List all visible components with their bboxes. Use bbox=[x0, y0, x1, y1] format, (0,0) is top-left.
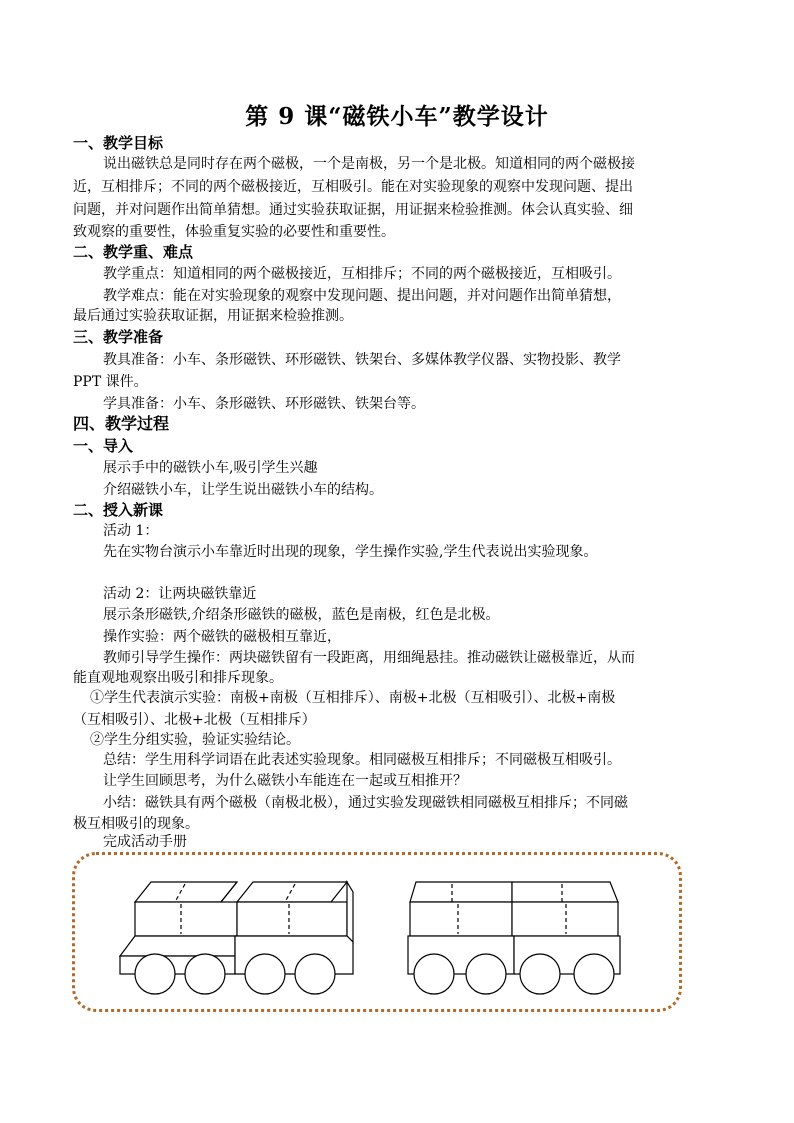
paragraph-line: 介绍磁铁小车，让学生说出磁铁小车的结构。 bbox=[103, 482, 383, 498]
section-heading-preparation: 三、教学准备 bbox=[73, 328, 164, 346]
paragraph-line: 近，互相排斥；不同的两个磁极接近，互相吸引。能在对实验现象的观察中发现问题、提出 bbox=[73, 179, 633, 195]
paragraph-line: 先在实物台演示小车靠近时出现的现象，学生操作实验,学生代表说出实验现象。 bbox=[103, 544, 598, 560]
paragraph-line: 完成活动手册 bbox=[103, 834, 187, 850]
paragraph-line: 操作实验：两个磁铁的磁极相互靠近， bbox=[103, 629, 341, 645]
section-heading-process: 四、教学过程 bbox=[73, 414, 170, 433]
paragraph-line: 致观察的重要性，体验重复实验的必要性和重要性。 bbox=[73, 224, 395, 240]
paragraph-line: ①学生代表演示实验：南极+南极（互相排斥）、南极+北极（互相吸引）、北极+南极 bbox=[90, 690, 616, 706]
subheading-new-lesson: 二、授入新课 bbox=[73, 501, 164, 519]
paragraph-line: PPT 课件。 bbox=[73, 374, 148, 390]
paragraph-line: 学具准备：小车、条形磁铁、环形磁铁、铁架台等。 bbox=[103, 396, 425, 412]
paragraph-line: ②学生分组实验，验证实验结论。 bbox=[90, 732, 300, 748]
magnet-cars-repel-illustration bbox=[400, 878, 635, 996]
paragraph-line: 能直观地观察出吸引和排斥现象。 bbox=[73, 670, 283, 686]
paragraph-line: 展示条形磁铁,介绍条形磁铁的磁极，蓝色是南极，红色是北极。 bbox=[103, 607, 500, 623]
page-title: 第 9 课“磁铁小车”教学设计 bbox=[245, 103, 549, 130]
activity-label: 活动 1： bbox=[103, 523, 159, 539]
paragraph-line: 问题，并对问题作出简单猜想。通过实验获取证据，用证据来检验推测。体会认真实验、细 bbox=[73, 202, 633, 218]
paragraph-line: 总结：学生用科学词语在此表述实验现象。相同磁极互相排斥；不同磁极互相吸引。 bbox=[103, 752, 621, 768]
subheading-intro: 一、导入 bbox=[73, 437, 134, 455]
section-heading-goals: 一、教学目标 bbox=[73, 134, 164, 152]
paragraph-line: 最后通过实验获取证据，用证据来检验推测。 bbox=[73, 308, 353, 324]
magnet-cars-attached-illustration bbox=[115, 878, 360, 996]
paragraph-line: 教学难点：能在对实验现象的观察中发现问题、提出问题，并对问题作出简单猜想， bbox=[103, 288, 621, 304]
section-heading-keypoints: 二、教学重、难点 bbox=[73, 243, 194, 261]
paragraph-line: 极互相吸引的现象。 bbox=[73, 816, 199, 832]
paragraph-line: （互相吸引）、北极+北极（互相排斥） bbox=[73, 712, 316, 728]
paragraph-line: 让学生回顾思考，为什么磁铁小车能连在一起或互相推开？ bbox=[103, 773, 467, 789]
paragraph-line: 教师引导学生操作：两块磁铁留有一段距离，用细绳悬挂。推动磁铁让磁极靠近，从而 bbox=[103, 650, 635, 666]
paragraph-line: 教具准备：小车、条形磁铁、环形磁铁、铁架台、多媒体教学仪器、实物投影、教学 bbox=[103, 352, 621, 368]
paragraph-line: 展示手中的磁铁小车,吸引学生兴趣 bbox=[103, 460, 318, 476]
paragraph-line: 说出磁铁总是同时存在两个磁极，一个是南极，另一个是北极。知道相同的两个磁极接 bbox=[103, 156, 635, 172]
paragraph-line: 小结：磁铁具有两个磁极（南极北极），通过实验发现磁铁相同磁极互相排斥；不同磁 bbox=[103, 795, 628, 811]
paragraph-line: 教学重点：知道相同的两个磁极接近，互相排斥；不同的两个磁极接近，互相吸引。 bbox=[103, 266, 621, 282]
activity-label: 活动 2：让两块磁铁靠近 bbox=[103, 586, 257, 602]
